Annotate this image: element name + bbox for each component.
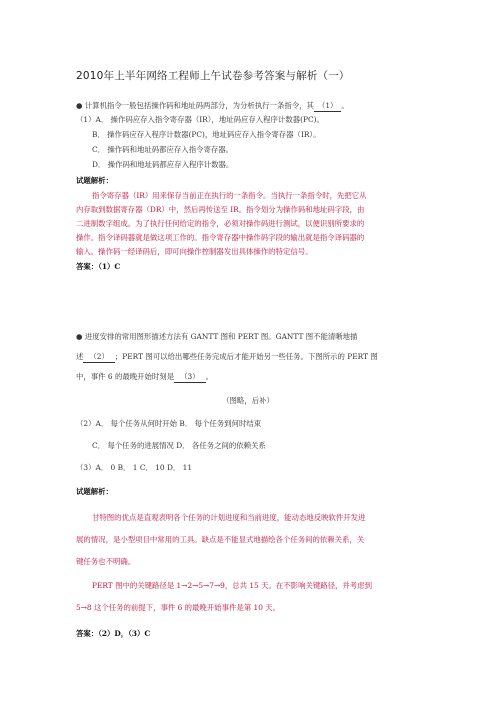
q1-option-b: B． 操作码应存入程序计数器(PC)，地址码应存入指令寄存器（IR）。	[92, 130, 321, 139]
document-title: 2010年上半年网络工程师上午试卷参考答案与解析（一）	[76, 70, 350, 82]
q1-stem-suffix: 。	[341, 101, 349, 110]
q2-blank-2: （2）	[83, 352, 114, 363]
q2-analysis-line: 甘特图的优点是直观表明各个任务的计划进度和当前进度，能动态地反映软件开发进	[92, 513, 366, 522]
q2-stem-line: ● 进度安排的常用图形描述方法有 GANTT 图和 PERT 图。GANTT 图不能清晰地描	[76, 332, 358, 341]
q2-answer: 答案：（2）D，（3）C	[76, 629, 151, 638]
q2-stem-line	[76, 372, 213, 383]
q2-options-line: C． 每个任务的进展情况 D． 各任务之间的依赖关系	[92, 441, 266, 450]
q1-analysis-line: 指令寄存器（IR）用来保存当前正在执行的一条指令。当执行一条指令时，先把它从	[92, 191, 367, 200]
q1-stem-prefix: ● 计算机指令一般包括操作码和地址码两部分，为分析执行一条指令，其	[76, 101, 314, 110]
figure-placeholder: （图略，后补）	[222, 396, 274, 405]
q2-blank-3: （3）	[174, 372, 205, 383]
q2-stem-suffix: ；PERT 图可以给出哪些任务完成后才能开始另一些任务。下图所示的 PERT 图	[114, 352, 378, 361]
q2-options-line: （2）A． 每个任务从何时开始 B． 每个任务到何时结束	[76, 419, 262, 428]
q1-analysis-label: 试题解析：	[76, 176, 113, 185]
q1-blank: （1）	[314, 101, 341, 112]
q1-option-a: （1）A． 操作码应存入指令寄存器（IR），地址码应存入程序计数器(PC)。	[76, 115, 324, 124]
q2-analysis-label: 试题解析：	[76, 487, 113, 496]
q2-options-line: （3）A． 0 B． 1 C． 10 D． 11	[76, 463, 193, 472]
q2-stem-prefix: 中，事件 6 的最晚开始时刻是	[76, 372, 175, 381]
q2-pert-line: PERT 图中的关键路径是 1→2→5→7→9，总共 15 天。在不影响关键路径，并考虑到	[92, 581, 372, 590]
q1-analysis-line: 内存取到数据寄存器（DR）中，然后再传送至 IR。指令划分为操作码和地址码字段，由	[76, 205, 365, 214]
q1-option-d: D． 操作码和地址码都应存入程序计数器。	[92, 160, 234, 169]
q2-stem-line	[76, 352, 378, 363]
q1-answer: 答案：（1）C	[76, 262, 121, 271]
q1-option-c: C． 操作码和地址码都应存入指令寄存器。	[92, 145, 234, 154]
q2-stem-suffix: 。	[205, 372, 213, 381]
q2-analysis-line: 键任务也不明确。	[76, 557, 136, 566]
q2-pert-line: 5→8 这个任务的前提下，事件 6 的最晚开始事件是第 10 天。	[76, 603, 281, 612]
q1-analysis-line: 输入。操作码一经译码后，即可向操作控制器发出具体操作的特定信号。	[76, 247, 313, 256]
q2-stem-prefix: 述	[76, 352, 84, 361]
q1-analysis-line: 操作。指令译码器就是做这项工作的。指令寄存器中操作码字段的输出就是指令译码器的	[76, 233, 365, 242]
q1-analysis-line: 二进制数字组成。为了执行任何给定的指令，必须对操作码进行测试，以便识别所要求的	[76, 219, 365, 228]
q1-stem	[76, 101, 349, 112]
q2-analysis-line: 展的情况，是小型项目中常用的工具。缺点是不能显式地描绘各个任务间的依赖关系，关	[76, 535, 365, 544]
